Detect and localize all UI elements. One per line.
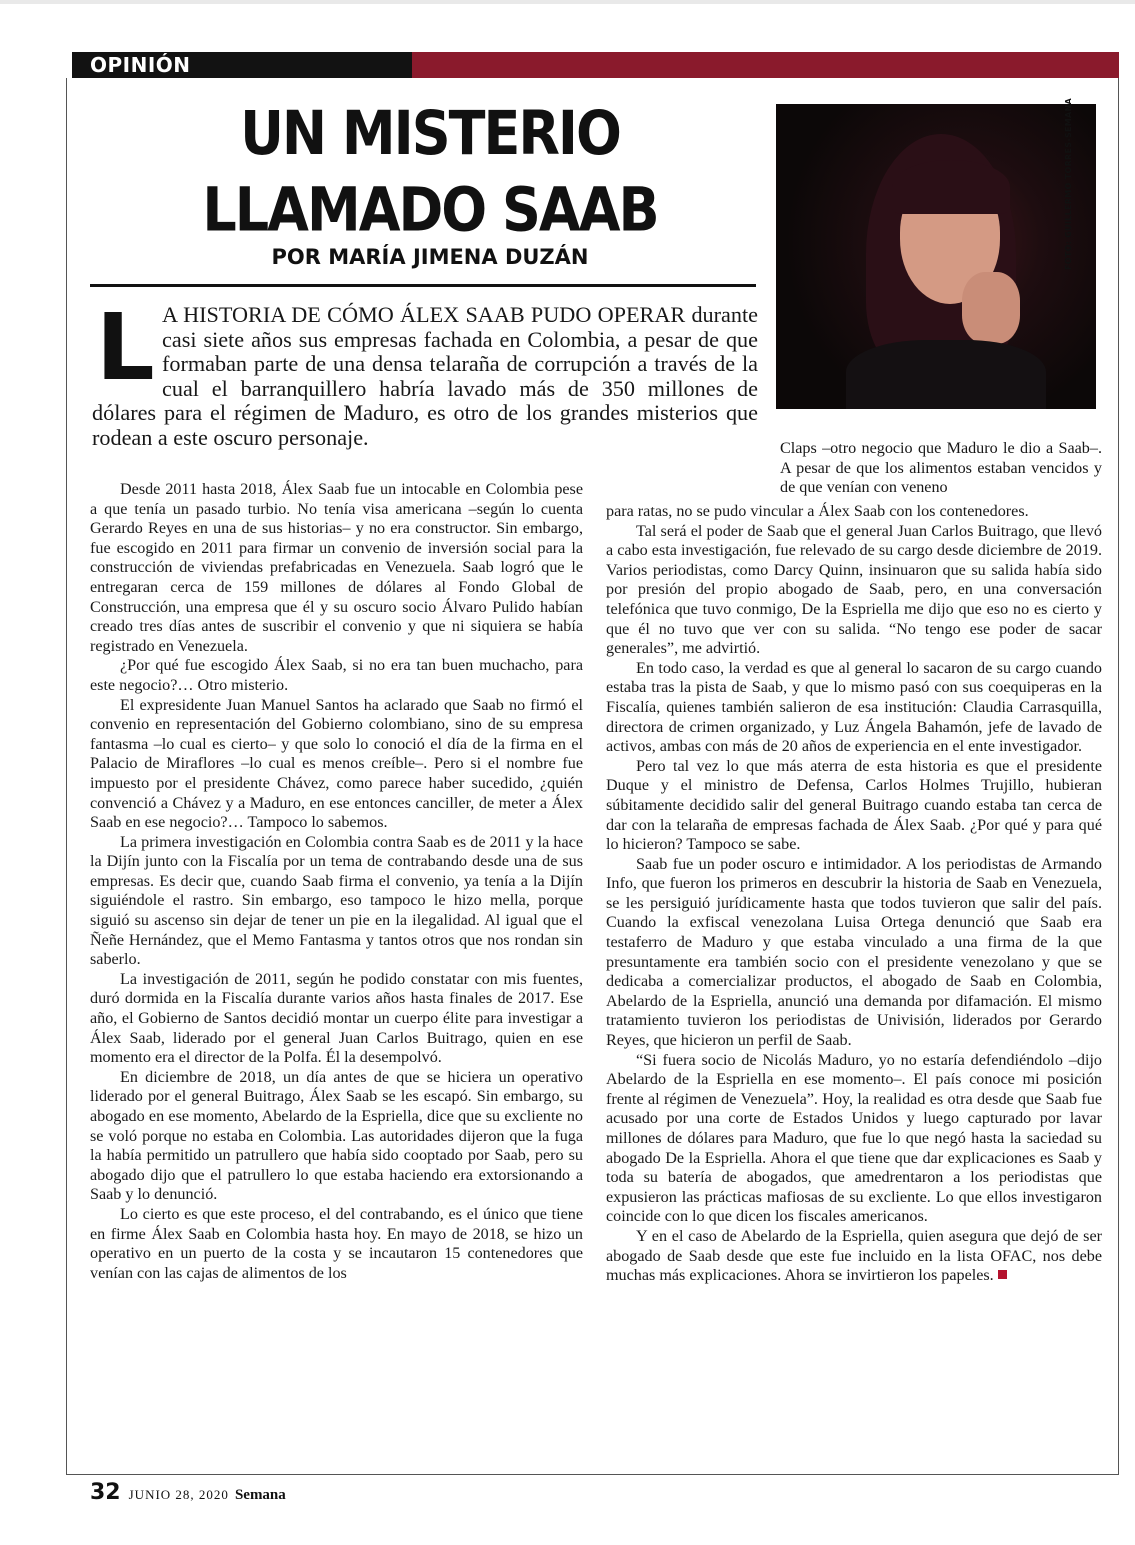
section-band: [72, 52, 1119, 78]
issue-date: JUNIO 28, 2020: [128, 1487, 229, 1502]
photo-bangs: [892, 160, 1010, 214]
magazine-name: Semana: [234, 1487, 286, 1503]
section-band-red: [412, 52, 1119, 78]
paragraph: Saab fue un poder oscuro e intimidador. A los periodistas de Armando Info, que fueron los primeros en descubrir la historia de Saab en Venezuela, se les persiguió jurídicamente hasta que todos tuvieron que salir del país. Cuando la exfiscal venezolana Luisa Ortega denunció que Saab era testaferro de Maduro y que estaba vinculado a una firma de la que presuntamente era también socio con el presidente venezolano y que se dedicaba a comercializar productos, el abogado de Saab en Colombia, Abelardo de la Espriella, anunció una demanda por difamación. El mismo tratamiento tuvieron los periodistas de Univisión, liderados por Gerardo Reyes, que hicieron un perfil de Saab.: [606, 855, 1102, 1050]
column-2: [606, 502, 1102, 1286]
headline-rule: [90, 284, 756, 287]
paragraph: En diciembre de 2018, un día antes de que se hiciera un operativo liderado por el general Buitrago, Álex Saab se les escapó. Sin embargo, su abogado en ese momento, Abelardo de la Espriella, dice que su excliente no se voló porque no estaba en Colombia. Las autoridades dijeron que la fuga la había permitido un patrullero que había sido cooptado por Saab, pero su abogado dijo que el patrullero lo que estaba haciendo era extorsionando a Saab y lo denunció.: [90, 1068, 583, 1204]
lead-paragraph: [92, 294, 758, 451]
paragraph: La investigación de 2011, según he podido constatar con mis fuentes, duró dormida en la Fiscalía durante varios años hasta finales de 2017. Ese año, el Gobierno de Santos decidió montar un cuerpo élite para investigar a Álex Saab, liderado por el general Juan Carlos Buitrago, quien en ese momento era el director de la Polfa. Él la desempolvó.: [90, 970, 583, 1067]
paragraph-continued: para ratas, no se pudo vincular a Álex Saab con los contenedores.: [606, 503, 1029, 520]
section-label: OPINIÓN: [90, 53, 191, 77]
headline: [120, 96, 740, 248]
paragraph: Desde 2011 hasta 2018, Álex Saab fue un intocable en Colombia pese a que tenía un pasado turbio. No tenía visa americana –según lo cuenta Gerardo Reyes en una de sus historias– y no era constructor. Sin embargo, fue escogido en 2011 para firmar un convenio de inversión social para la construcción de viviendas prefabricadas en Venezuela. Saab logró que le entregaran cerca de 159 millones de dólares al Fondo Global de Construcción, una empresa que él y su oscuro socio Álvaro Pulido habían creado tres días antes de suscribir el convenio y que ni siquiera se había registrado en Venezuela.: [90, 481, 583, 655]
final-paragraph: [606, 1227, 1102, 1286]
headline-line-1: UN MISTERIO: [240, 98, 620, 169]
paragraph: En todo caso, la verdad es que al general lo sacaron de su cargo cuando estaba tras la pista de Saab, y que lo mismo pasó con sus coequiperas en la Fiscalía, quienes también salieron de esa institución: Claudia Carrasquilla, directora de crimen organizado, y Luz Ángela Bahamón, jefe de lavado de activos, ambas con más de 20 años de experiencia en el ente investigador.: [606, 659, 1102, 756]
column-1: [90, 480, 583, 1283]
page-number: 32: [90, 1480, 121, 1505]
byline: POR MARÍA JIMENA DUZÁN: [271, 245, 589, 269]
end-mark-icon: [998, 1270, 1007, 1279]
page-footer: [90, 1480, 286, 1505]
paragraph: Pero tal vez lo que más aterra de esta historia es que el presidente Duque y el ministro de Defensa, Carlos Holmes Trujillo, hubieran súbitamente decidido salir del general Buitrago cuando estaba tan cerca de dar con la telaraña de empresas fachada de Álex Saab. ¿Por qué y para qué lo hicieron? Tampoco se sabe.: [606, 757, 1102, 854]
photo-clothing: [846, 340, 1046, 409]
drop-cap: L: [96, 294, 155, 401]
photo-hand: [962, 272, 1020, 344]
paragraph: La primera investigación en Colombia contra Saab es de 2011 y la hace la Dijín junto con la Fiscalía por un tema de contrabando desde una de sus empresas. Es decir que, cuando Saab firma el convenio, ya tenía a la Dijín siguiéndole el rastro. Sin embargo, eso tampoco le hizo mella, porque siguió su ascenso sin dejar de tener un pie en la ilegalidad. Al igual que el Ñeñe Hernández, que el Memo Fantasma y tantos otros que nos rondan sin saberlo.: [90, 833, 583, 969]
paragraph: Lo cierto es que este proceso, el del contrabando, es el único que tiene en firme Álex Saab en Colombia hasta hoy. En mayo de 2018, se hizo un operativo en un puerto de la costa y se incautaron 15 contenedores que venían con las cajas de alimentos de los: [90, 1205, 583, 1282]
final-paragraph-text: Y en el caso de Abelardo de la Espriella, quien asegura que dejó de ser abogado de Saab desde que este fue incluido en la lista OFAC, nos debe muchas más explicaciones. Ahora se invirtieron los papeles.: [606, 1227, 1102, 1285]
paragraph: Tal será el poder de Saab que el general Juan Carlos Buitrago, que llevó a cabo esta investigación, fue relevado de su cargo desde diciembre de 2019. Varios periodistas, como Darcy Quinn, insinuaron que su salida había sido por presión del propio abogado de Saab, pero, en una conversación telefónica que tuvo conmigo, De la Espriella me dijo que eso no es cierto y que él no tuvo que ver con su salida. “No tengo ese poder de sacar generales”, me advirtió.: [606, 522, 1102, 658]
top-rule: [0, 0, 1135, 4]
photo-credit: FOTO: GUILLERMO TORRES-SEMANA: [1064, 97, 1073, 270]
paragraph: ¿Por qué fue escogido Álex Saab, si no era tan buen muchacho, para este negocio?… Otro misterio.: [90, 657, 583, 694]
paragraph: El expresidente Juan Manuel Santos ha aclarado que Saab no firmó el convenio en representación del Gobierno colombiano, sino de su empresa fantasma –lo cual es cierto– y que solo lo conoció el día de la firma en el Palacio de Miraflores –lo cual es menos creíble–. Pero si el nombre fue impuesto por el presidente Chávez, como parece haber sucedido, ¿quién convenció a Chávez y a Maduro, en ese entonces canciller, de meter a Álex Saab en ese negocio?… Tampoco lo sabemos.: [90, 696, 583, 832]
author-photo: [776, 104, 1096, 409]
lead-text: A HISTORIA DE CÓMO ÁLEX SAAB PUDO OPERAR durante casi siete años sus empresas fachada en Colombia, a pesar de que formaban parte de una densa telaraña de corrupción a través de la cual el barranquillero habría lavado más de 350 millones de dólares para el régimen de Maduro, es otro de los grandes misterios que rodean a este oscuro personaje.: [92, 302, 758, 450]
headline-line-2: LLAMADO SAAB: [202, 174, 658, 245]
column-2-top: Claps –otro negocio que Maduro le dio a Saab–. A pesar de que los alimentos estaban vencidos y de que venían con veneno: [780, 440, 1102, 497]
paragraph: “Si fuera socio de Nicolás Maduro, yo no estaría defendiéndolo –dijo Abelardo de la Espriella en ese momento–. El país conoce mi posición frente al régimen de Venezuela”. Hoy, la realidad es otra desde que Saab fue acusado por una corte de Estados Unidos y luego capturado por lavar millones de dólares para Maduro, que fue lo que negó hasta la saciedad su abogado De la Espriella. Ahora el que tiene que dar explicaciones es Saab y toda su batería de abogados, que amedrentaron a los periodistas que expusieron las prácticas mafiosas de su excliente. Lo que ellos investigaron coincide con lo que dicen los fiscales americanos.: [606, 1051, 1102, 1226]
